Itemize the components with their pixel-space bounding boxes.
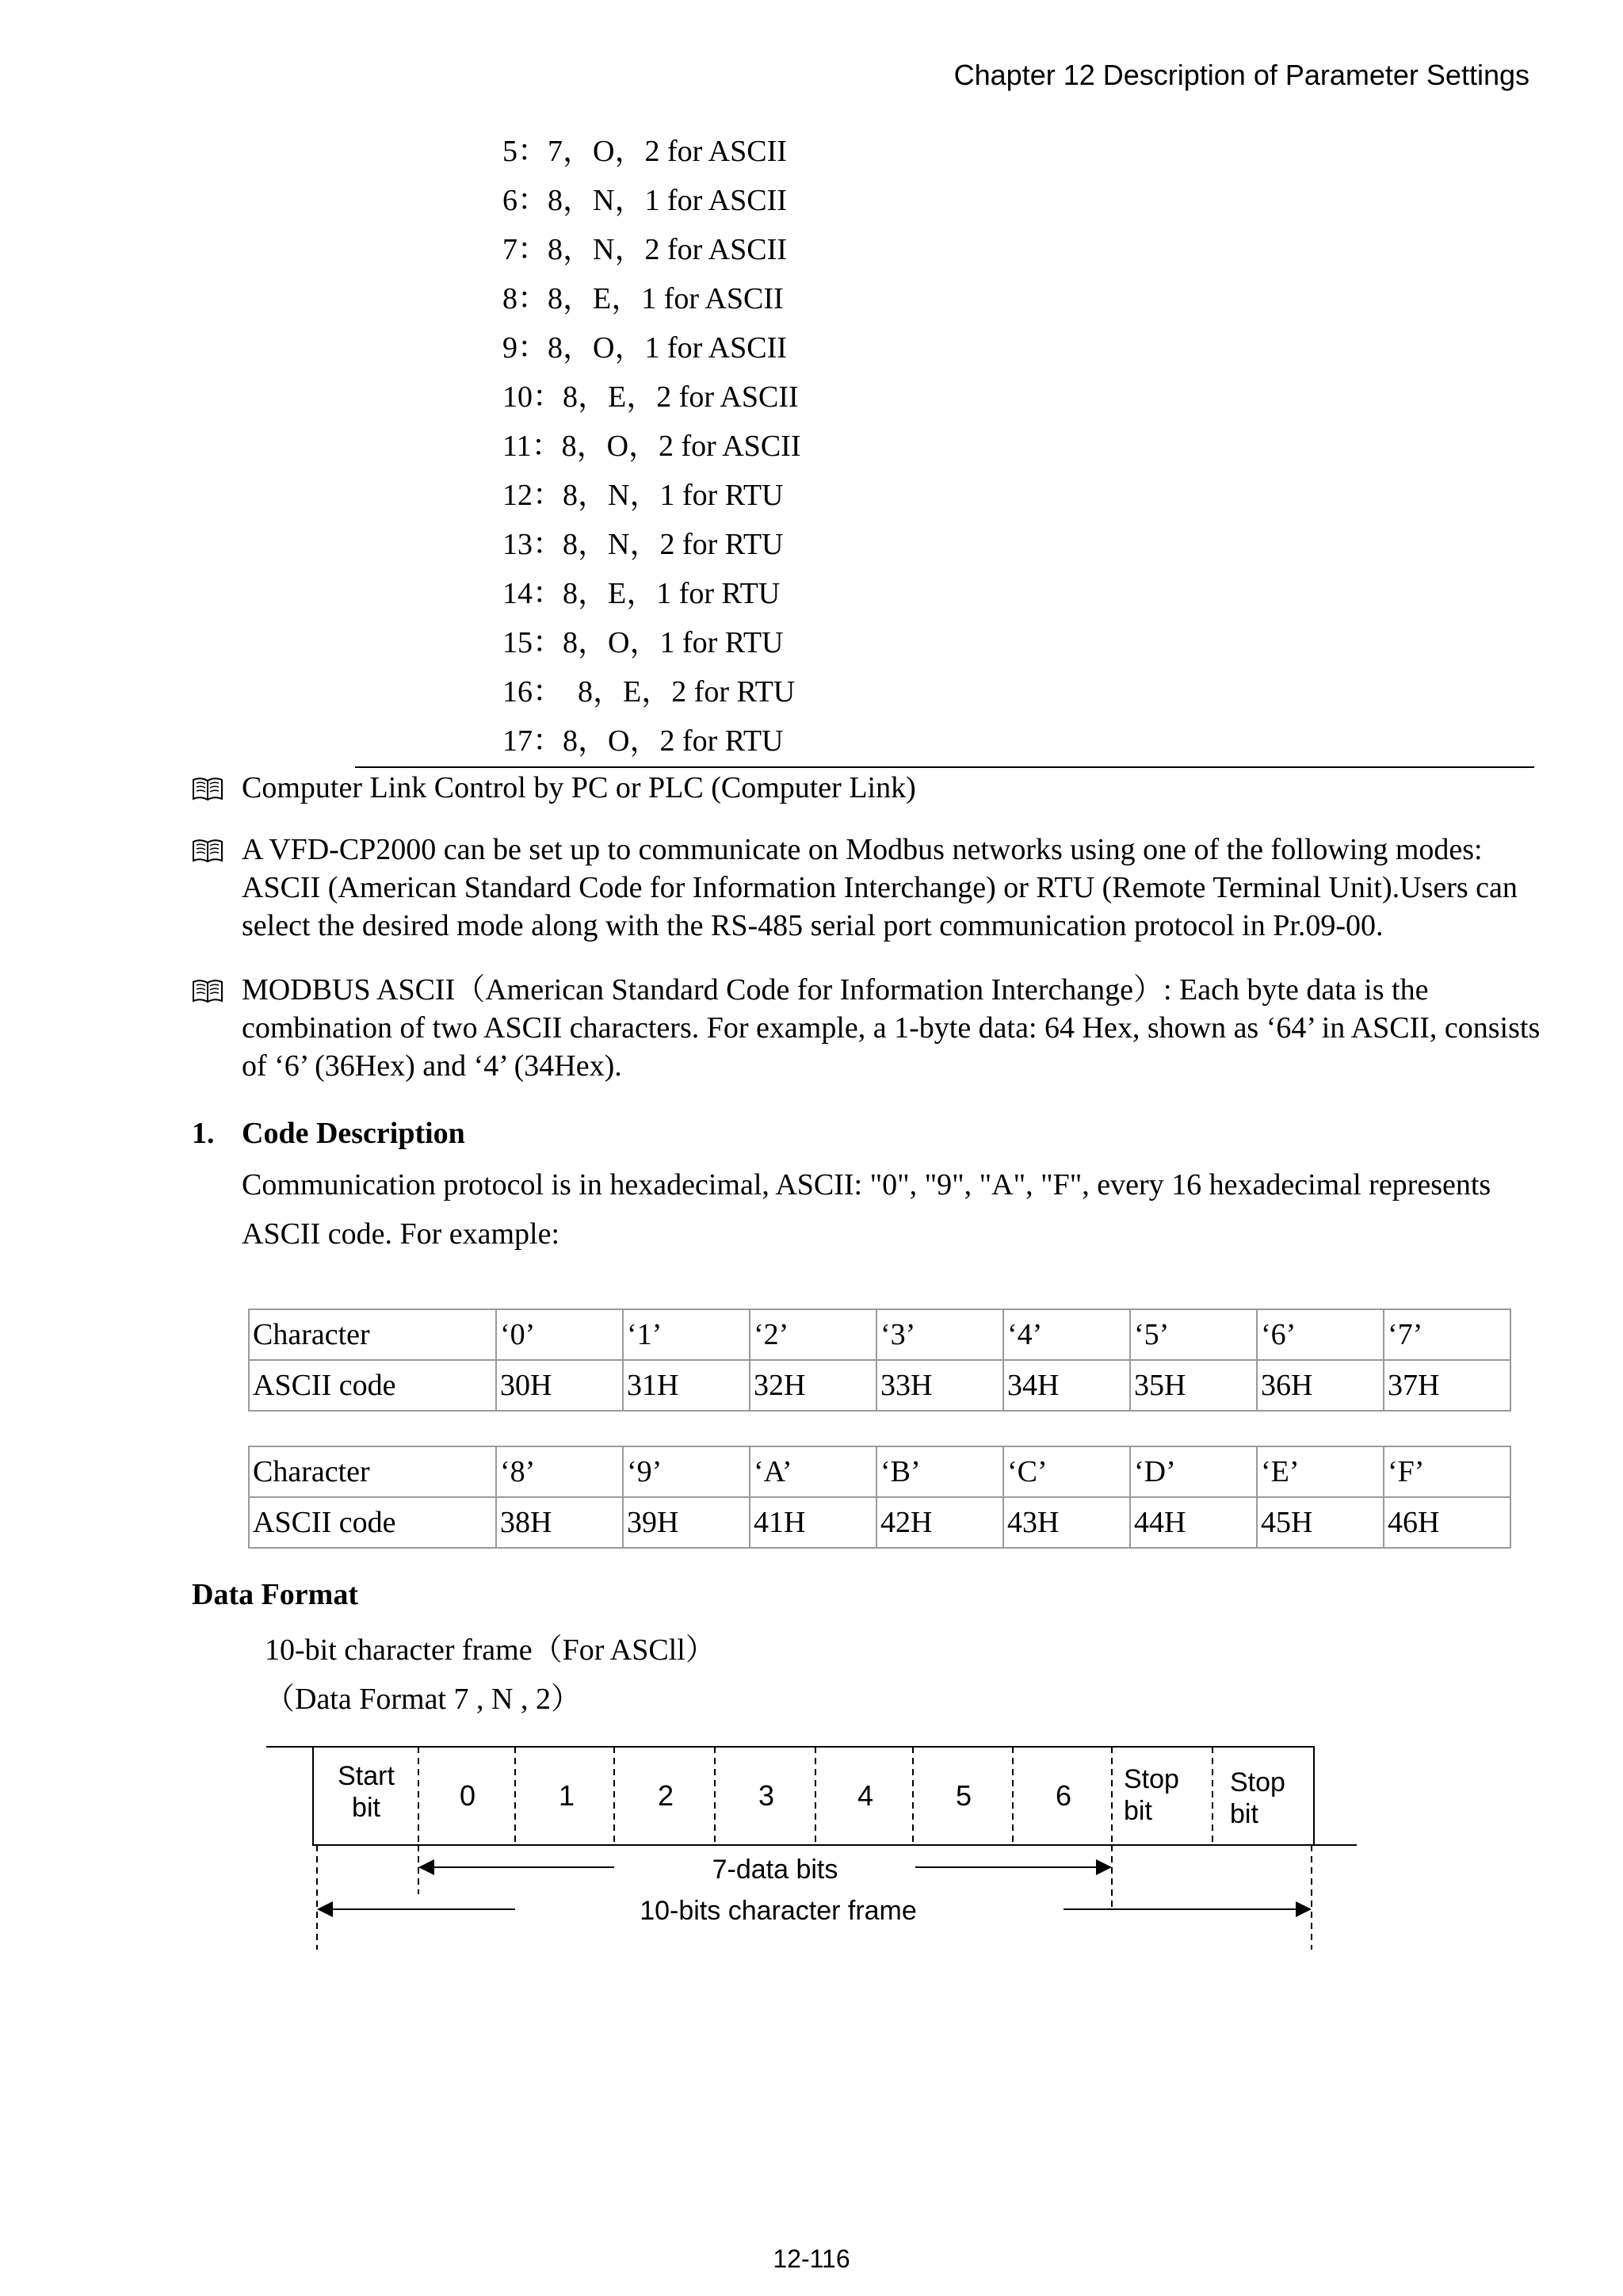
- option-item: 15：8，O，1 for RTU: [502, 626, 784, 659]
- row-label: ASCII code: [249, 1497, 496, 1548]
- frame-label: 10-bits character frame: [640, 1896, 917, 1926]
- table-cell: ‘B’: [876, 1446, 1003, 1497]
- option-item: 14：8，E，1 for RTU: [502, 577, 781, 610]
- table-cell: 33H: [876, 1360, 1003, 1411]
- row-label: Character: [249, 1309, 496, 1360]
- option-item: 11：8，O，2 for ASCII: [502, 430, 801, 463]
- option-item: 12：8，N，1 for RTU: [502, 479, 784, 512]
- table-cell: 43H: [1003, 1497, 1130, 1548]
- option-item: 5：7，O，2 for ASCII: [502, 135, 787, 168]
- table-cell: ‘5’: [1130, 1309, 1257, 1360]
- data-bit-label: 2: [657, 1779, 674, 1812]
- table-cell: 38H: [496, 1497, 623, 1548]
- option-item: 6：8，N，1 for ASCII: [502, 184, 787, 217]
- stop-bit-label: Stop: [1124, 1764, 1179, 1794]
- page-header: Chapter 12 Description of Parameter Settings: [953, 59, 1529, 91]
- table-cell: ‘8’: [496, 1446, 623, 1497]
- option-item: 17：8，O，2 for RTU: [502, 724, 784, 758]
- table-cell: 32H: [750, 1360, 876, 1411]
- table-cell: 30H: [496, 1360, 623, 1411]
- table-cell: ‘C’: [1003, 1446, 1130, 1497]
- note-modbus-modes: A VFD-CP2000 can be set up to communicate on Modbus networks using one of the following modes: ASCII (American Standard Code for Information Interchange) or RTU (Remote Terminal Unit).Users can select the desired mode along with the RS-485 serial port communication protocol in Pr.09-00.: [242, 833, 1518, 942]
- table-cell: ‘0’: [496, 1309, 623, 1360]
- table-cell: 37H: [1384, 1360, 1510, 1411]
- data-format-line-2: （Data Format 7 , N , 2）: [265, 1683, 581, 1716]
- table-cell: ‘4’: [1003, 1309, 1130, 1360]
- table-cell: 34H: [1003, 1360, 1130, 1411]
- data-bits-label: 7-data bits: [712, 1855, 838, 1885]
- table-cell: ‘D’: [1130, 1446, 1257, 1497]
- data-bit-label: 4: [857, 1779, 874, 1812]
- stop-bit-label: Stop: [1230, 1767, 1285, 1797]
- table-cell: 36H: [1257, 1360, 1384, 1411]
- stop-bit-label: bit: [1230, 1799, 1258, 1829]
- table-cell: 45H: [1257, 1497, 1384, 1548]
- option-item: 9：8，O，1 for ASCII: [502, 331, 787, 365]
- bit-dividers: [418, 1747, 1212, 1845]
- table-cell: 41H: [750, 1497, 876, 1548]
- table-cell: ‘F’: [1384, 1446, 1510, 1497]
- data-bit-label: 1: [558, 1779, 575, 1812]
- option-item: 7：8，N，2 for ASCII: [502, 233, 787, 266]
- row-label: ASCII code: [249, 1360, 496, 1411]
- start-bit-label: bit: [352, 1793, 380, 1823]
- option-item: 13：8，N，2 for RTU: [502, 528, 784, 561]
- table-cell: 46H: [1384, 1497, 1510, 1548]
- table-cell: ‘2’: [750, 1309, 876, 1360]
- page-number: 12-116: [773, 2244, 850, 2273]
- data-format-title: Data Format: [192, 1578, 358, 1611]
- table-cell: ‘1’: [623, 1309, 750, 1360]
- data-format-line-1: 10-bit character frame（For ASCll）: [265, 1633, 716, 1667]
- table-cell: 35H: [1130, 1360, 1257, 1411]
- option-item: 16： 8，E，2 for RTU: [502, 675, 796, 709]
- table-cell: ‘9’: [623, 1446, 750, 1497]
- option-item: 10：8，E，2 for ASCII: [502, 380, 799, 414]
- table-cell: 31H: [623, 1360, 750, 1411]
- table-cell: 39H: [623, 1497, 750, 1548]
- table-cell: ‘7’: [1384, 1309, 1510, 1360]
- note-computer-link: Computer Link Control by PC or PLC (Computer Link): [242, 771, 916, 804]
- section-number: 1.: [192, 1117, 215, 1150]
- section-title: Code Description: [242, 1117, 465, 1150]
- data-bit-label: 3: [758, 1779, 775, 1812]
- data-bit-label: 5: [955, 1779, 972, 1812]
- start-bit-label: Start: [338, 1761, 395, 1791]
- section-body: Communication protocol is in hexadecimal, ASCII: "0", "9", "A", "F", every 16 hexadecimal represents ASCII code. For example:: [242, 1168, 1491, 1251]
- table-cell: ‘A’: [750, 1446, 876, 1497]
- row-label: Character: [249, 1446, 496, 1497]
- data-bit-label: 0: [459, 1779, 476, 1812]
- table-cell: ‘6’: [1257, 1309, 1384, 1360]
- table-cell: ‘E’: [1257, 1446, 1384, 1497]
- table-cell: 42H: [876, 1497, 1003, 1548]
- note-modbus-ascii: MODBUS ASCII（American Standard Code for Information Interchange）: Each byte data is the combination of two ASCII characters. For example, a 1-byte data: 64 Hex, shown as ‘64’ in ASCII, consists of ‘6’ (36Hex) and ‘4’ (34Hex).: [242, 973, 1541, 1083]
- option-item: 8：8，E，1 for ASCII: [502, 282, 784, 315]
- data-bit-label: 6: [1055, 1779, 1072, 1812]
- table-cell: ‘3’: [876, 1309, 1003, 1360]
- table-cell: 44H: [1130, 1497, 1257, 1548]
- stop-bit-label: bit: [1124, 1796, 1152, 1826]
